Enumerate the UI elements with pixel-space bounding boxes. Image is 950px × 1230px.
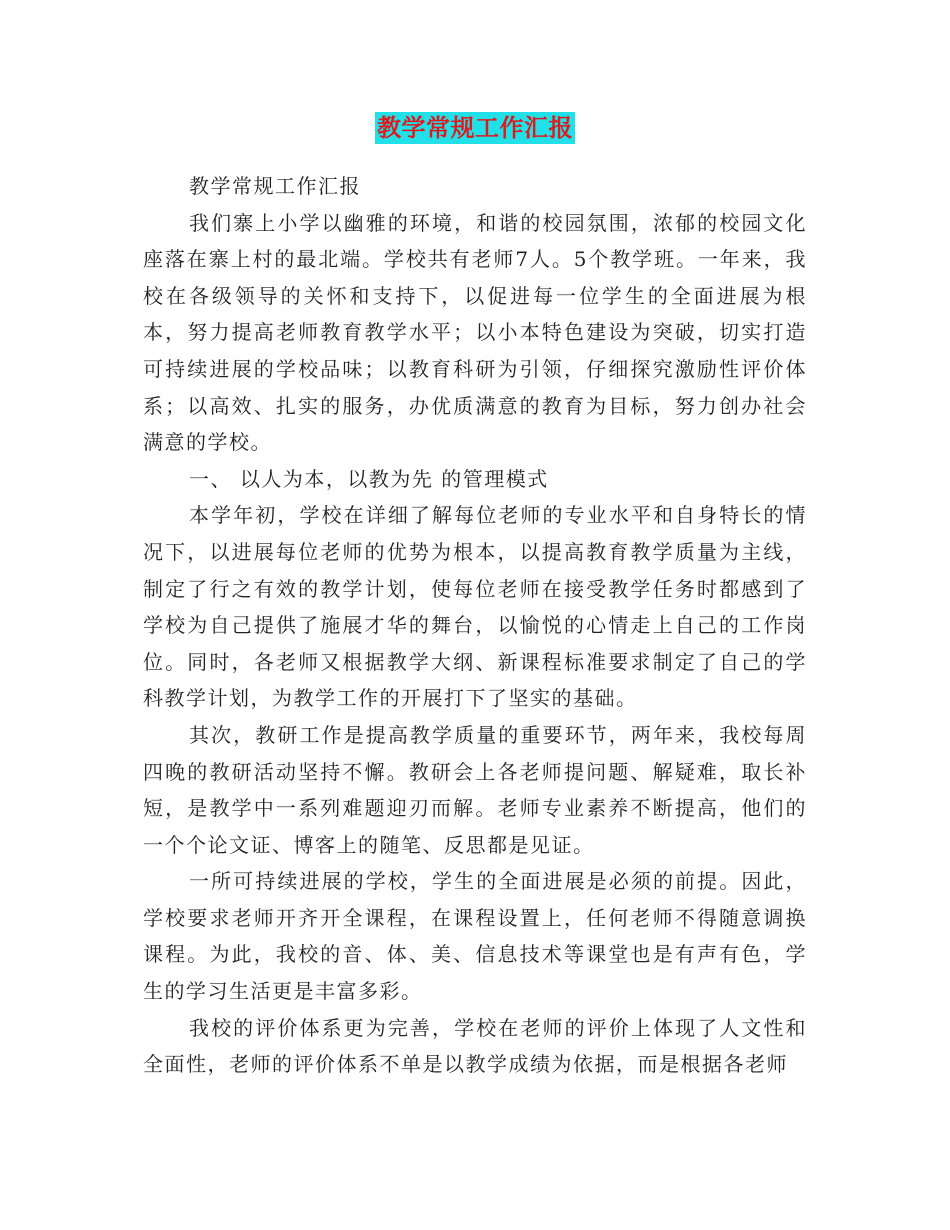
title-container: [0, 112, 950, 144]
section-heading: 一、 以人为本，以教为先 的管理模式: [189, 466, 549, 491]
body-paragraph: 一所可持续进展的学校，学生的全面进展是必须的前提。因此，学校要求老师开齐开全课程，在课程设置上，任何老师不得随意调换课程。为此，我校的音、体、美、信息技术等课堂也是有声有色，学生的学习生活更是丰富多彩。: [143, 869, 807, 1004]
document-title: 教学常规工作汇报: [377, 113, 573, 142]
subtitle-paragraph: 教学常规工作汇报: [189, 174, 361, 198]
body-paragraph: 本学年初，学校在详细了解每位老师的专业水平和自身特长的情况下，以进展每位老师的优势为根本，以提高教育教学质量为主线，制定了行之有效的教学计划，使每位老师在接受教学任务时都感到了学校为自己提供了施展才华的舞台，以愉悦的心情走上自己的工作岗位。同时，各老师又根据教学大纲、新课程标准要求制定了自己的学科教学计划，为教学工作的开展打下了坚实的基础。: [143, 503, 807, 711]
body-paragraph: 其次，教研工作是提高教学质量的重要环节，两年来，我校每周四晚的教研活动坚持不懈。教研会上各老师提问题、解疑难，取长补短，是教学中一系列难题迎刃而解。老师专业素养不断提高，他们的一个个论文证、博客上的随笔、反思都是见证。: [143, 722, 807, 857]
intro-paragraph: 我们寨上小学以幽雅的环境，和谐的校园氛围，浓郁的校园文化座落在寨上村的最北端。学校共有老师7人。5个教学班。一年来，我校在各级领导的关怀和支持下，以促进每一位学生的全面进展为根本，努力提高老师教育教学水平；以小本特色建设为突破，切实打造可持续进展的学校品味；以教育科研为引领，仔细探究激励性评价体系；以高效、扎实的服务，办优质满意的教育为目标，努力创办社会满意的学校。: [143, 210, 807, 455]
body-paragraph: 我校的评价体系更为完善，学校在老师的评价上体现了人文性和全面性，老师的评价体系不单是以教学成绩为依据，而是根据各老师: [143, 1015, 807, 1077]
document-body: [143, 168, 807, 1083]
